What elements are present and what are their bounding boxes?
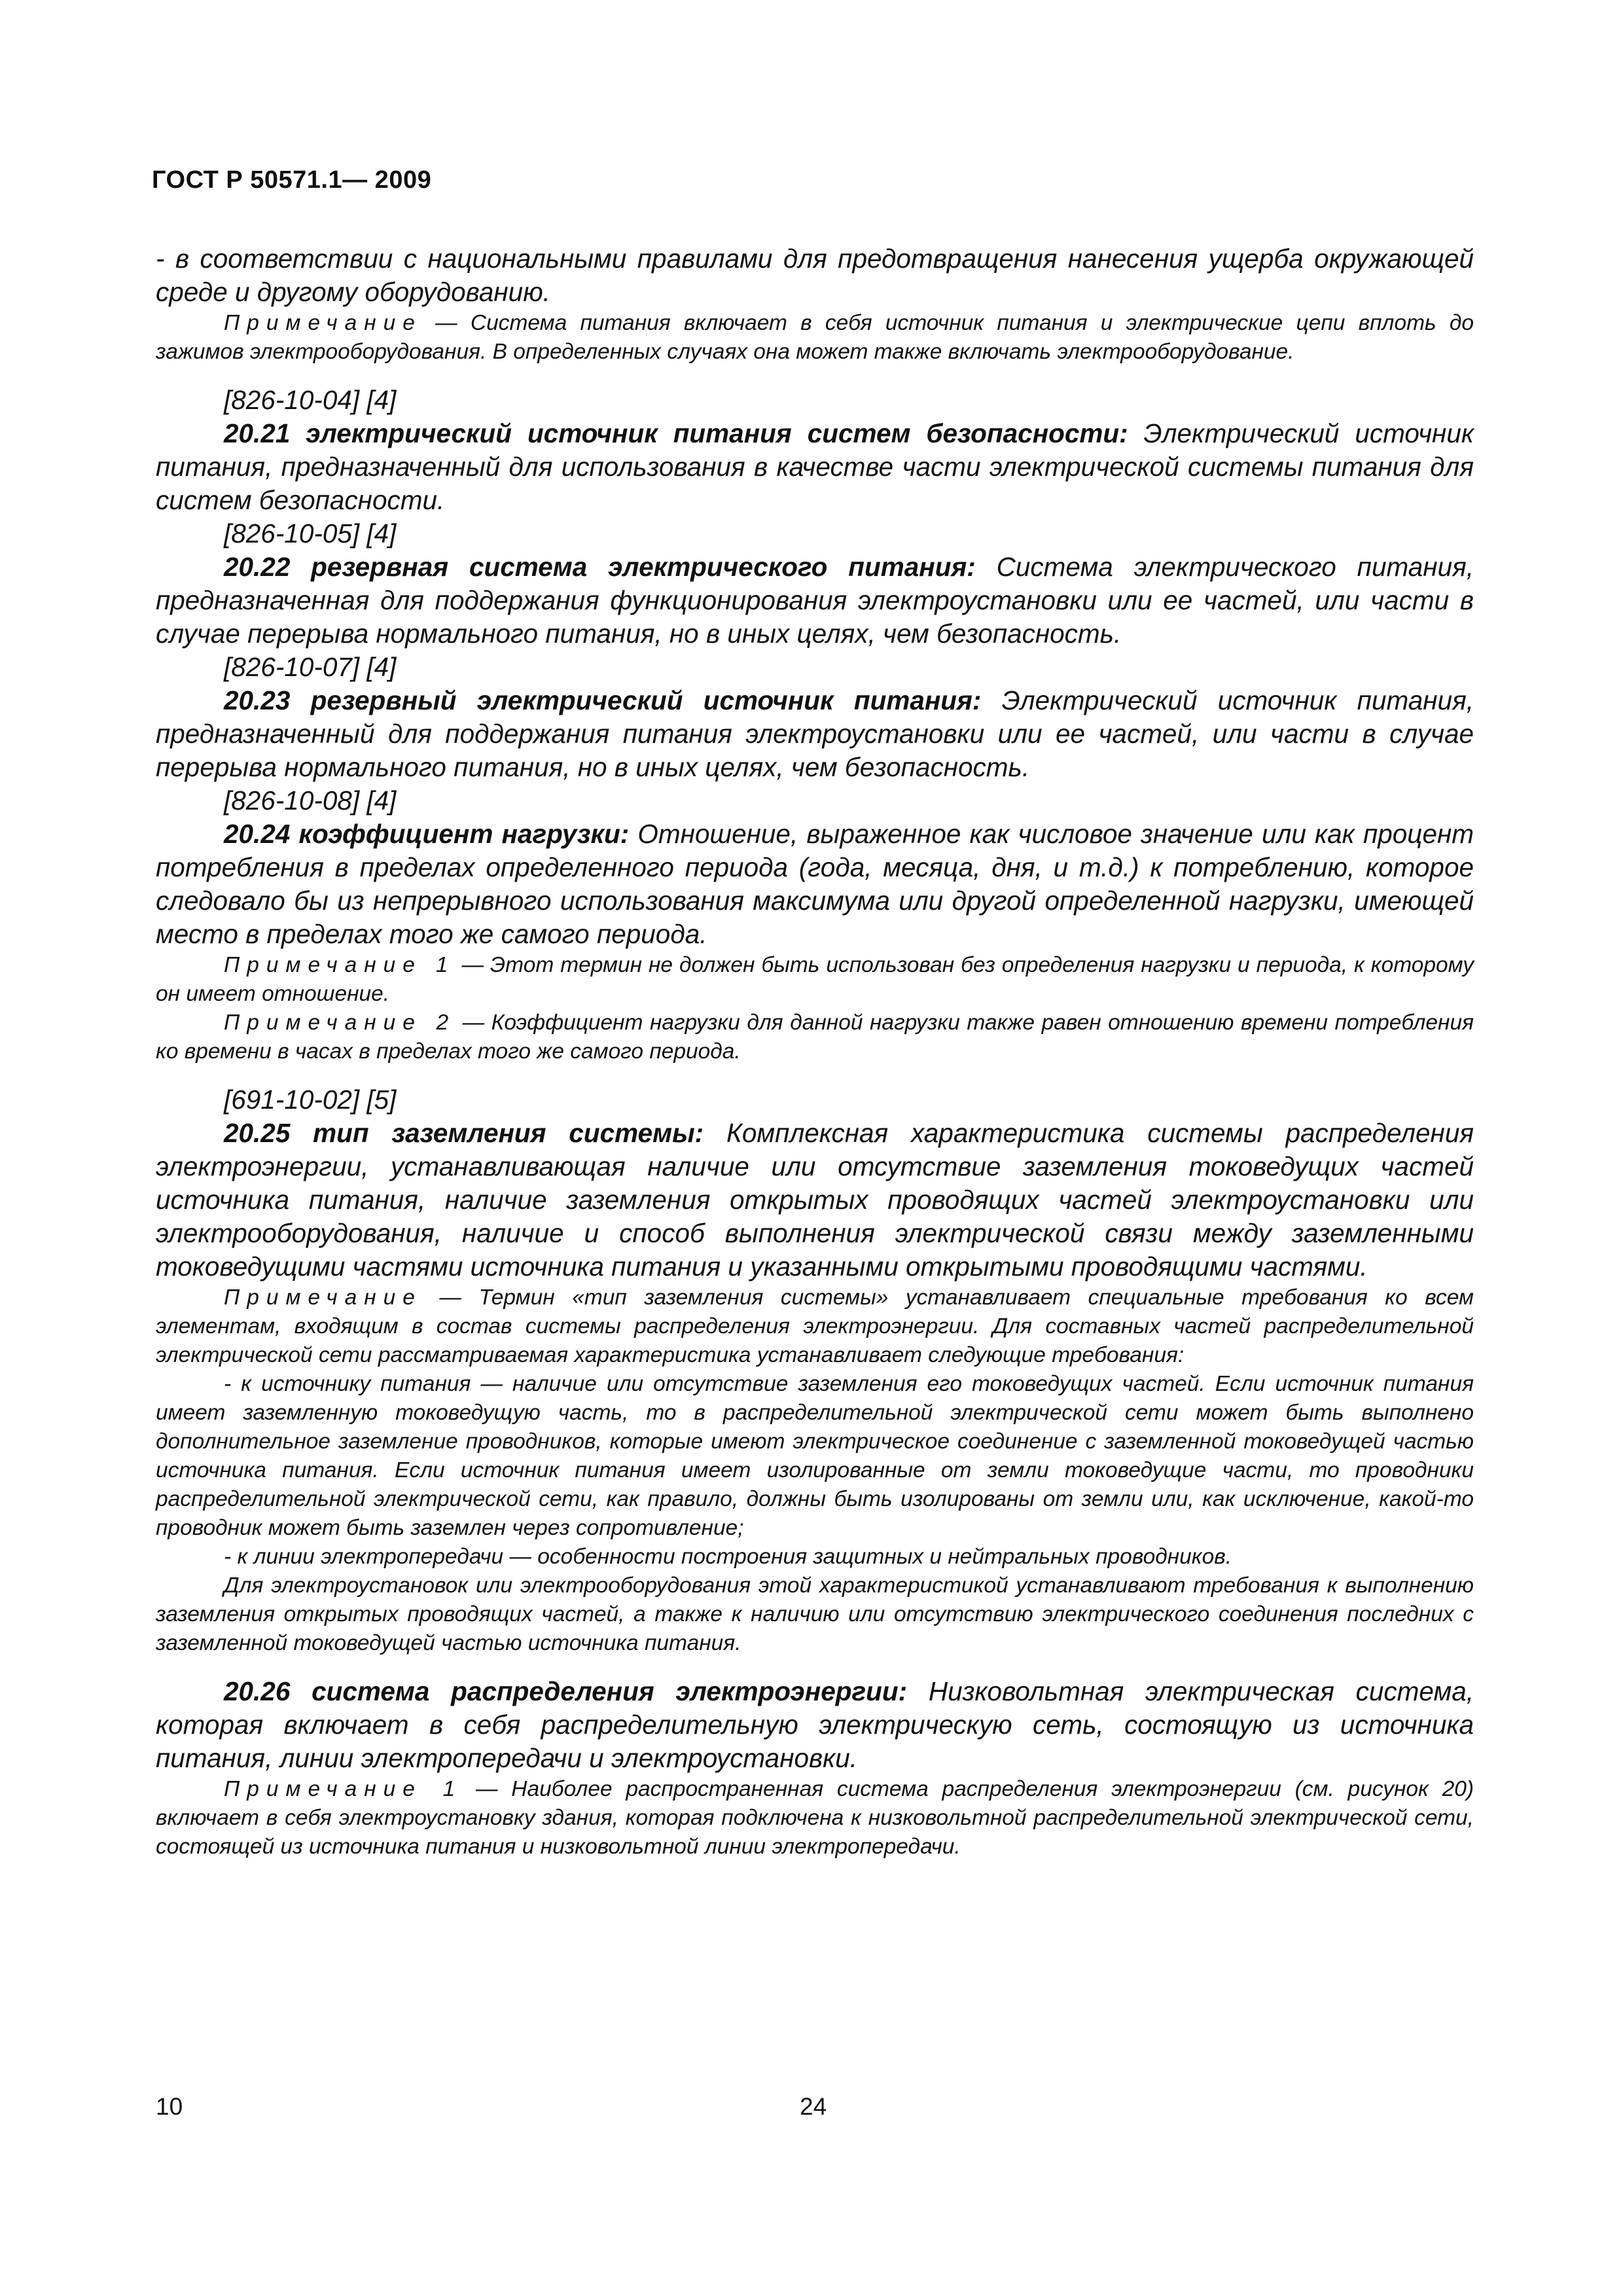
note-label: Примечание 2	[224, 1011, 456, 1035]
term-text: Система электрического питания, предназначенная для поддержания функционирования электроустановки или ее частей, или части в случае перерыва нормального питания, но в иных целях, чем безопасность.	[156, 552, 1474, 649]
note-text: — Система питания включает в себя источник питания и электрические цепи вплоть до зажимов электрооборудования. В определенных случаях она может также включать электрооборудование.	[156, 311, 1474, 364]
note-paragraph	[156, 1775, 1474, 1861]
term-definition	[156, 550, 1474, 651]
term-title: 20.26 система распределения электроэнергии:	[224, 1676, 908, 1706]
note-paragraph	[156, 1283, 1474, 1370]
term-text: Электрический источник питания, предназначенный для поддержания питания электроустановки или ее частей, или части в случае перерыва нормального питания, но в иных целях, чем безопасность.	[156, 685, 1474, 782]
note-label: Примечание 1	[224, 1777, 463, 1801]
note-continuation: Для электроустановок или электрооборудования этой характеристикой устанавливают требования к выполнению заземления открытых проводящих частей, а также к наличию или отсутствию электрического соединения последних с заземленной токоведущей частью источника питания.	[156, 1573, 1474, 1655]
page-number-left: 10	[156, 2093, 183, 2120]
note-text: — Коэффициент нагрузки для данной нагрузки также равен отношению времени потребления ко времени в часах в пределах того же самого периода.	[156, 1011, 1474, 1064]
page-body	[156, 242, 1474, 1861]
note-label: Примечание	[224, 1285, 422, 1310]
term-definition	[156, 817, 1474, 951]
reference: [826-10-08] [4]	[224, 785, 397, 816]
note-paragraph	[156, 1009, 1474, 1066]
note-text: — Наиболее распространенная система распределения электроэнергии (см. рисунок 20) включает в себя электроустановку здания, которая подключена к низковольтной распределительной электрической сети, состоящей из источника питания и низковольтной линии электропередачи.	[156, 1777, 1474, 1859]
term-title: 20.21 электрический источник питания систем безопасности:	[224, 418, 1128, 448]
body-paragraph: - в соответствии с национальными правилами для предотвращения нанесения ущерба окружающей среде и другому оборудованию.	[156, 243, 1474, 307]
document-header: ГОСТ Р 50571.1— 2009	[152, 166, 432, 194]
reference: [826-10-05] [4]	[224, 518, 397, 548]
reference: [826-10-07] [4]	[224, 652, 397, 682]
note-text: — Этот термин не должен быть использован без определения нагрузки и периода, к которому он имеет отношение.	[156, 953, 1474, 1006]
term-title: 20.25 тип заземления системы:	[224, 1118, 704, 1148]
term-text: Низковольтная электрическая система, которая включает в себя распределительную электрическую сеть, состоящую из источника питания, линии электропередачи и электроустановки.	[156, 1676, 1474, 1773]
term-title: 20.23 резервный электрический источник питания:	[224, 685, 982, 715]
page-number-center: 24	[800, 2093, 827, 2120]
note-continuation: - к источнику питания — наличие или отсутствие заземления его токоведущих частей. Если источник питания имеет заземленную токоведущую часть, то в распределительной электрической сети может быть выполнено дополнительное заземление проводников, которые имеют электрическое соединение с заземленной токоведущей частью источника питания. Если источник питания имеет изолированные от земли токоведущие части, то проводники распределительной электрической сети, как правило, должны быть изолированы от земли или, как исключение, какой-то проводник может быть заземлен через сопротивление;	[156, 1372, 1474, 1540]
term-definition	[156, 1675, 1474, 1775]
term-definition	[156, 1117, 1474, 1283]
reference: [826-10-04] [4]	[224, 385, 397, 415]
note-paragraph	[156, 951, 1474, 1009]
note-text: — Термин «тип заземления системы» устанавливает специальные требования ко всем элементам, входящим в состав системы распределения электроэнергии. Для составных частей распределительной электрической сети рассматриваемая характеристика устанавливает следующие требования:	[156, 1285, 1474, 1367]
term-definition	[156, 417, 1474, 517]
term-text: Комплексная характеристика системы распределения электроэнергии, устанавливающая наличие или отсутствие заземления токоведущих частей источника питания, наличие заземления открытых проводящих частей электроустановки или электрооборудования, наличие и способ выполнения электрической связи между заземленными токоведущими частями источника питания и указанными открытыми проводящими частями.	[156, 1118, 1474, 1282]
term-definition	[156, 684, 1474, 784]
term-text: Отношение, выраженное как числовое значение или как процент потребления в пределах определенного периода (года, месяца, дня, и т.д.) к потреблению, которое следовало бы из непрерывного использования максимума или другой определенной нагрузки, имеющей место в пределах того же самого периода.	[156, 819, 1474, 949]
note-continuation: - к линии электропередачи — особенности построения защитных и нейтральных проводников.	[224, 1545, 1232, 1569]
reference: [691-10-02] [5]	[224, 1085, 397, 1115]
term-title: 20.24 коэффициент нагрузки:	[224, 819, 630, 849]
note-paragraph	[156, 309, 1474, 367]
term-text: Электрический источник питания, предназначенный для использования в качестве части электрической системы питания для систем безопасности.	[156, 418, 1474, 515]
note-label: Примечание	[224, 311, 422, 335]
term-title: 20.22 резервная система электрического питания:	[224, 552, 976, 582]
note-label: Примечание 1	[224, 953, 455, 977]
